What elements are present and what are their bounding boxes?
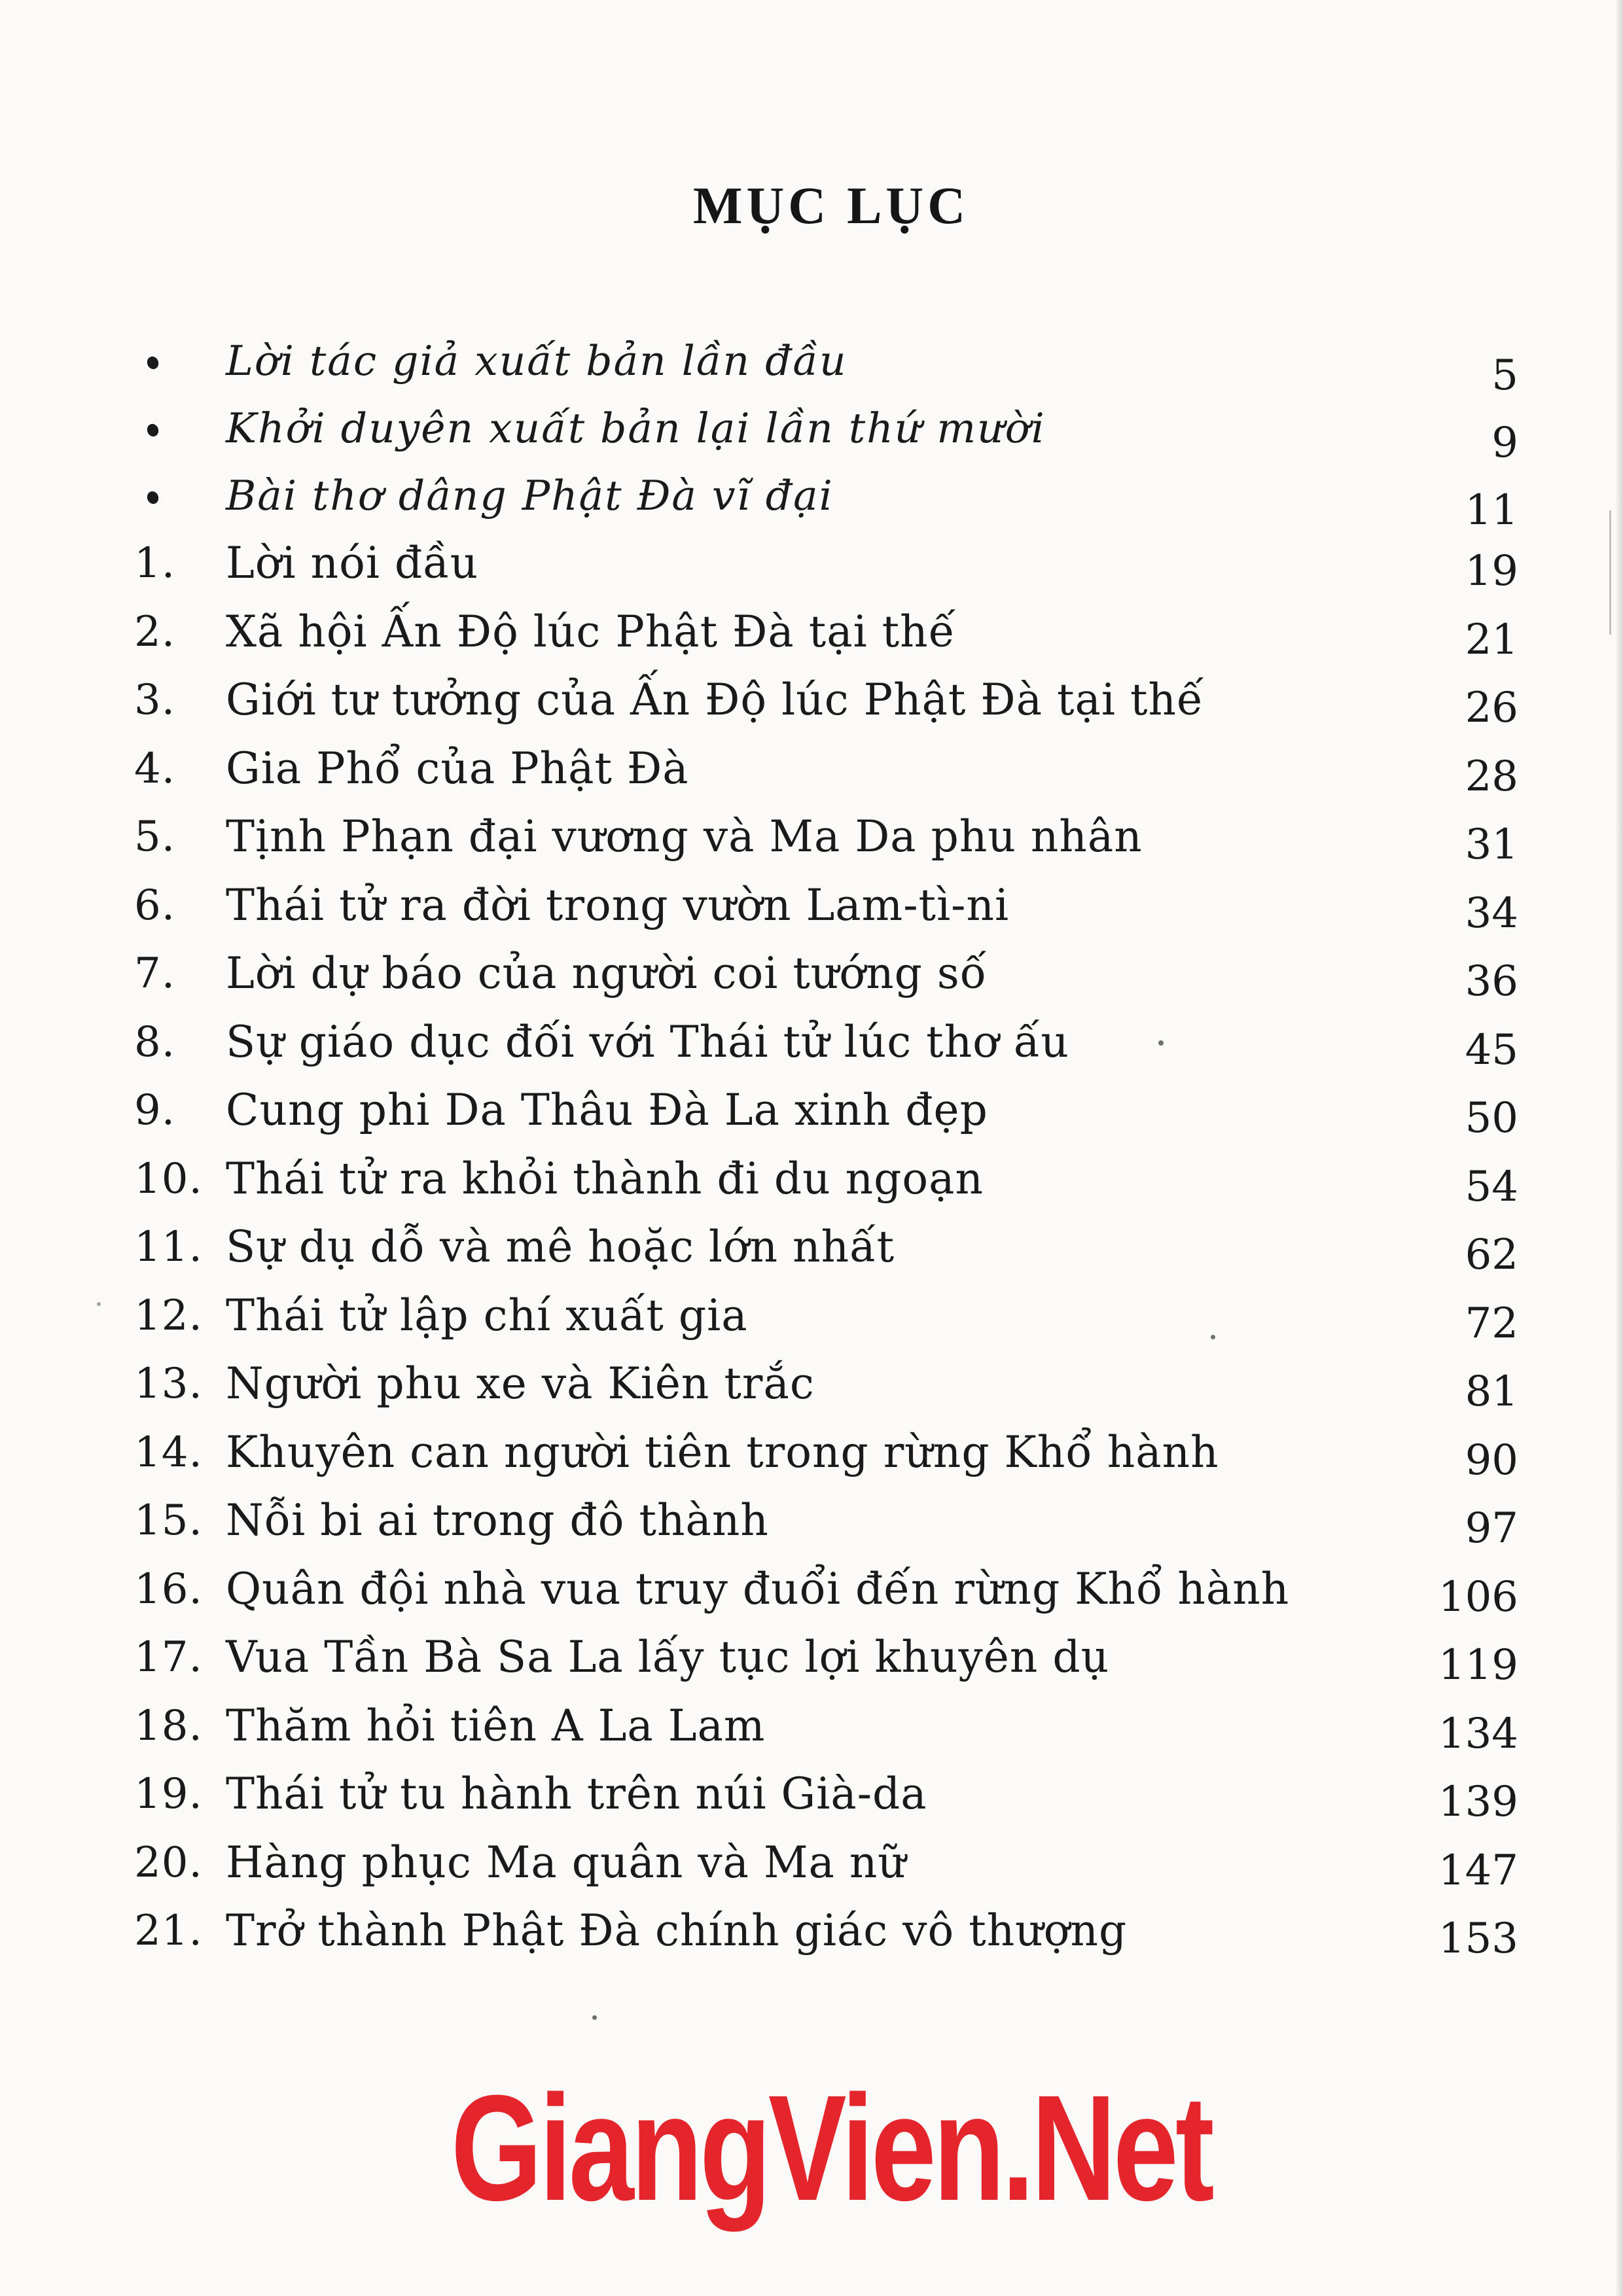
chapter-number: 13. xyxy=(134,1360,203,1408)
entry-page-number: 90 xyxy=(1465,1436,1518,1485)
toc-entry-front-2 xyxy=(134,395,1518,467)
entry-page-number: 72 xyxy=(1465,1299,1518,1348)
toc-entry-chapter xyxy=(134,1487,1518,1555)
chapter-number: 7. xyxy=(134,949,176,998)
entry-page-number: 21 xyxy=(1465,615,1518,664)
entry-title: Nỗi bi ai trong đô thành xyxy=(226,1495,769,1545)
entry-title: Trở thành Phật Đà chính giác vô thượng xyxy=(226,1905,1128,1956)
chapter-number: 20. xyxy=(134,1838,203,1887)
entry-page-number: 134 xyxy=(1438,1709,1518,1758)
ink-speck xyxy=(1211,1335,1215,1339)
toc-entry-chapter xyxy=(134,1008,1518,1077)
table-of-contents xyxy=(134,327,1518,1966)
chapter-number: 5. xyxy=(134,813,176,861)
toc-entry-chapter xyxy=(134,1282,1518,1351)
entry-title: Thái tử tu hành trên núi Già-da xyxy=(226,1769,927,1819)
chapter-number: 10. xyxy=(134,1154,203,1203)
toc-entry-chapter xyxy=(134,598,1518,667)
toc-entry-chapter xyxy=(134,1829,1518,1898)
bullet-icon xyxy=(145,422,160,438)
entry-page-number: 153 xyxy=(1438,1915,1518,1963)
entry-title: Hàng phục Ma quân và Ma nữ xyxy=(226,1837,906,1888)
entry-title: Người phu xe và Kiên trắc xyxy=(226,1358,815,1409)
entry-title: Bài thơ dâng Phật Đà vĩ đại xyxy=(226,472,834,520)
toc-entry-chapter xyxy=(134,1623,1518,1692)
toc-entry-chapter xyxy=(134,666,1518,735)
chapter-number: 19. xyxy=(134,1770,203,1818)
entry-page-number: 19 xyxy=(1465,547,1518,595)
entry-page-number: 139 xyxy=(1438,1778,1518,1826)
chapter-number: 15. xyxy=(134,1496,203,1545)
toc-entry-chapter xyxy=(134,1213,1518,1282)
entry-title: Cung phi Da Thâu Đà La xinh đẹp xyxy=(226,1085,988,1135)
ink-speck xyxy=(97,1302,101,1306)
entry-page-number: 45 xyxy=(1465,1025,1518,1074)
entry-title: Thái tử ra đời trong vườn Lam-tì-ni xyxy=(226,879,1010,930)
entry-title: Khởi duyên xuất bản lại lần thứ mười xyxy=(226,404,1046,452)
chapter-number: 2. xyxy=(134,607,176,656)
chapter-number: 9. xyxy=(134,1086,176,1135)
entry-title: Sự dụ dỗ và mê hoặc lớn nhất xyxy=(226,1222,895,1272)
chapter-number: 16. xyxy=(134,1564,203,1614)
entry-page-number: 34 xyxy=(1465,889,1518,938)
chapter-number: 18. xyxy=(134,1701,203,1750)
toc-entry-chapter xyxy=(134,529,1518,598)
toc-entry-chapter xyxy=(134,1419,1518,1487)
bullet-icon xyxy=(145,489,160,505)
entry-page-number: 106 xyxy=(1438,1572,1518,1621)
toc-entry-chapter xyxy=(134,1555,1518,1624)
toc-entry-chapter xyxy=(134,1897,1518,1966)
entry-title: Gia Phổ của Phật Đà xyxy=(226,743,689,794)
entry-page-number: 50 xyxy=(1465,1094,1518,1142)
toc-entry-chapter xyxy=(134,1760,1518,1829)
chapter-number: 12. xyxy=(134,1291,203,1340)
entry-page-number: 119 xyxy=(1438,1641,1518,1689)
entry-page-number: 62 xyxy=(1465,1231,1518,1279)
entry-title: Lời dự báo của người coi tướng số xyxy=(226,948,988,998)
toc-entry-front-3 xyxy=(134,462,1518,535)
toc-entry-chapter xyxy=(134,1076,1518,1145)
entry-title: Xã hội Ấn Độ lúc Phật Đà tại thế xyxy=(226,606,956,657)
chapter-number: 8. xyxy=(134,1017,176,1067)
chapter-number: 14. xyxy=(134,1428,203,1477)
entry-page-number: 28 xyxy=(1465,752,1518,801)
toc-entry-chapter xyxy=(134,1350,1518,1419)
chapter-number: 11. xyxy=(134,1223,203,1271)
entry-page-number: 97 xyxy=(1465,1504,1518,1553)
entry-title: Tịnh Phạn đại vương và Ma Da phu nhân xyxy=(226,811,1143,862)
entry-title: Khuyên can người tiên trong rừng Khổ hành xyxy=(226,1426,1219,1477)
entry-page-number: 5 xyxy=(1491,351,1518,400)
chapter-number: 6. xyxy=(134,881,176,930)
entry-title: Thái tử ra khỏi thành đi du ngoạn xyxy=(226,1153,984,1204)
toc-entry-chapter xyxy=(134,872,1518,940)
toc-entry-chapter xyxy=(134,803,1518,872)
ink-speck xyxy=(1158,1040,1164,1046)
chapter-number: 17. xyxy=(134,1633,203,1682)
entry-title: Vua Tần Bà Sa La lấy tục lợi khuyên dụ xyxy=(226,1632,1110,1682)
entry-page-number: 26 xyxy=(1465,684,1518,732)
chapter-number: 1. xyxy=(134,539,176,588)
entry-title: Lời tác giả xuất bản lần đầu xyxy=(226,337,847,385)
watermark-logo: GiangVien.Net xyxy=(450,2064,1212,2232)
entry-title: Thăm hỏi tiên A La Lam xyxy=(226,1700,766,1751)
toc-entry-chapter xyxy=(134,940,1518,1008)
bullet-icon xyxy=(145,355,160,370)
page-edge xyxy=(1614,0,1623,2296)
entry-title: Giới tư tưởng của Ấn Độ lúc Phật Đà tại thế xyxy=(226,675,1204,725)
entry-page-number: 9 xyxy=(1491,419,1518,467)
entry-page-number: 81 xyxy=(1465,1368,1518,1416)
chapter-number: 3. xyxy=(134,676,176,724)
entry-title: Sự giáo dục đối với Thái tử lúc thơ ấu xyxy=(226,1016,1069,1067)
ink-speck xyxy=(592,2015,597,2020)
entry-page-number: 11 xyxy=(1465,486,1518,535)
entry-page-number: 36 xyxy=(1465,957,1518,1006)
entry-title: Lời nói đầu xyxy=(226,538,479,588)
entry-page-number: 54 xyxy=(1465,1162,1518,1211)
toc-entry-chapter xyxy=(134,1145,1518,1214)
entry-title: Quân đội nhà vua truy đuổi đến rừng Khổ hành xyxy=(226,1563,1290,1614)
entry-page-number: 147 xyxy=(1438,1846,1518,1895)
toc-entry-chapter xyxy=(134,1692,1518,1761)
toc-entry-front-1 xyxy=(134,327,1518,400)
chapter-number: 4. xyxy=(134,744,176,793)
entry-title: Thái tử lập chí xuất gia xyxy=(226,1290,748,1341)
toc-entry-chapter xyxy=(134,735,1518,804)
page-title: MỤC LỤC xyxy=(693,177,969,235)
page-edge-shadow xyxy=(1609,510,1611,635)
chapter-number: 21. xyxy=(134,1907,203,1955)
entry-page-number: 31 xyxy=(1465,821,1518,869)
